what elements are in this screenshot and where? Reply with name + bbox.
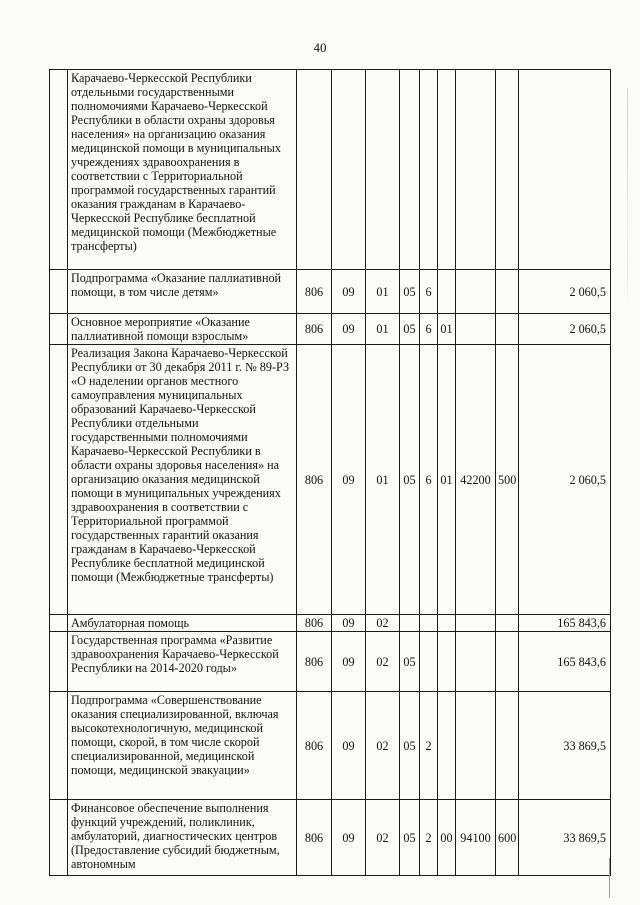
scan-artifact bbox=[609, 858, 610, 898]
program-code-cell: 05 bbox=[400, 314, 420, 345]
section-code-cell: 09 bbox=[332, 270, 366, 314]
row-indent-cell bbox=[50, 314, 68, 345]
name-cell: Карачаево-Черкесской Республики отдельными государственными полномочиями Карачаево-Черкесской Республики в области охраны здоровья населения» на организацию оказания медицинской помощи в муниципальных учреждениях здравоохранения в соответствии с Территориальной программой государственных гарантий оказания гражданам в Карачаево-Черкесской Республике бесплатной медицинской помощи (Межбюджетные трансферты) bbox=[68, 70, 297, 270]
ministry-code-cell: 806 bbox=[297, 800, 332, 876]
table-row bbox=[50, 270, 611, 314]
section-code-cell: 09 bbox=[332, 632, 366, 692]
section-code-cell: 09 bbox=[332, 800, 366, 876]
section-code-cell: 09 bbox=[332, 314, 366, 345]
amount-cell: 2 060,5 bbox=[519, 270, 611, 314]
section-code-cell: 09 bbox=[332, 692, 366, 800]
ministry-code-cell: 806 bbox=[297, 314, 332, 345]
table-row bbox=[50, 615, 611, 632]
program-code-cell bbox=[400, 70, 420, 270]
name-cell: Финансовое обеспечение выполнения функций учреждений, поликлиник, амбулаторий, диагностических центров (Предоставление субсидий бюджетным, автономным bbox=[68, 800, 297, 876]
expense-type-code-cell bbox=[496, 615, 519, 632]
subprogram-code-cell bbox=[420, 70, 438, 270]
ministry-code-cell bbox=[297, 70, 332, 270]
program-code-cell: 05 bbox=[400, 800, 420, 876]
direction-code-cell: 94100 bbox=[456, 800, 496, 876]
event-code-cell bbox=[438, 270, 456, 314]
direction-code-cell bbox=[456, 270, 496, 314]
event-code-cell bbox=[438, 70, 456, 270]
expense-type-code-cell bbox=[496, 692, 519, 800]
subsection-code-cell: 02 bbox=[366, 800, 400, 876]
expense-type-code-cell bbox=[496, 314, 519, 345]
table-row bbox=[50, 800, 611, 876]
ministry-code-cell: 806 bbox=[297, 270, 332, 314]
event-code-cell: 00 bbox=[438, 800, 456, 876]
subsection-code-cell bbox=[366, 70, 400, 270]
subprogram-code-cell: 6 bbox=[420, 270, 438, 314]
direction-code-cell bbox=[456, 314, 496, 345]
table-row bbox=[50, 70, 611, 270]
section-code-cell: 09 bbox=[332, 345, 366, 615]
row-indent-cell bbox=[50, 692, 68, 800]
row-indent-cell bbox=[50, 615, 68, 632]
row-indent-cell bbox=[50, 70, 68, 270]
name-cell: Реализация Закона Карачаево-Черкесской Республики от 30 декабря 2011 г. № 89-РЗ «О наделении органов местного самоуправления муниципальных образований Карачаево-Черкесской Республики отдельными государственными полномочиями Карачаево-Черкесской Республики в области охраны здоровья населения» на организацию оказания медицинской помощи в муниципальных учреждениях здравоохранения в соответствии с Территориальной программой государственных гарантий оказания гражданам в Карачаево-Черкесской Республике бесплатной медицинской помощи (Межбюджетные трансферты) bbox=[68, 345, 297, 615]
page-number: 40 bbox=[313, 40, 327, 55]
subsection-code-cell: 01 bbox=[366, 345, 400, 615]
program-code-cell bbox=[400, 615, 420, 632]
program-code-cell: 05 bbox=[400, 692, 420, 800]
ministry-code-cell: 806 bbox=[297, 615, 332, 632]
amount-cell: 2 060,5 bbox=[519, 314, 611, 345]
table-row bbox=[50, 314, 611, 345]
subprogram-code-cell: 6 bbox=[420, 314, 438, 345]
direction-code-cell: 42200 bbox=[456, 345, 496, 615]
subsection-code-cell: 01 bbox=[366, 270, 400, 314]
amount-cell: 165 843,6 bbox=[519, 615, 611, 632]
expense-type-code-cell bbox=[496, 270, 519, 314]
event-code-cell bbox=[438, 632, 456, 692]
name-cell: Основное мероприятие «Оказание паллиативной помощи взрослым» bbox=[68, 314, 297, 345]
direction-code-cell bbox=[456, 615, 496, 632]
direction-code-cell bbox=[456, 70, 496, 270]
expense-type-code-cell: 600 bbox=[496, 800, 519, 876]
amount-cell bbox=[519, 70, 611, 270]
name-cell: Подпрограмма «Совершенствование оказания специализированной, включая высокотехнологичную, медицинской помощи, скорой, в том числе скорой специализированной, медицинской помощи, медицинской эвакуации» bbox=[68, 692, 297, 800]
row-indent-cell bbox=[50, 800, 68, 876]
table-row bbox=[50, 345, 611, 615]
table-row bbox=[50, 632, 611, 692]
row-indent-cell bbox=[50, 270, 68, 314]
amount-cell: 33 869,5 bbox=[519, 692, 611, 800]
section-code-cell bbox=[332, 70, 366, 270]
name-cell: Подпрограмма «Оказание паллиативной помощи, в том числе детям» bbox=[68, 270, 297, 314]
event-code-cell: 01 bbox=[438, 314, 456, 345]
amount-cell: 165 843,6 bbox=[519, 632, 611, 692]
amount-cell: 33 869,5 bbox=[519, 800, 611, 876]
subsection-code-cell: 01 bbox=[366, 314, 400, 345]
section-code-cell: 09 bbox=[332, 615, 366, 632]
ministry-code-cell: 806 bbox=[297, 345, 332, 615]
subsection-code-cell: 02 bbox=[366, 632, 400, 692]
program-code-cell: 05 bbox=[400, 345, 420, 615]
amount-cell: 2 060,5 bbox=[519, 345, 611, 615]
expense-type-code-cell: 500 bbox=[496, 345, 519, 615]
subsection-code-cell: 02 bbox=[366, 615, 400, 632]
subprogram-code-cell: 2 bbox=[420, 692, 438, 800]
event-code-cell bbox=[438, 615, 456, 632]
row-indent-cell bbox=[50, 345, 68, 615]
subprogram-code-cell: 6 bbox=[420, 345, 438, 615]
expense-type-code-cell bbox=[496, 70, 519, 270]
subprogram-code-cell bbox=[420, 632, 438, 692]
program-code-cell: 05 bbox=[400, 270, 420, 314]
table-row bbox=[50, 692, 611, 800]
ministry-code-cell: 806 bbox=[297, 632, 332, 692]
expense-type-code-cell bbox=[496, 632, 519, 692]
budget-table bbox=[49, 69, 611, 876]
name-cell: Государственная программа «Развитие здравоохранения Карачаево-Черкесской Республики на 2014-2020 годы» bbox=[68, 632, 297, 692]
event-code-cell bbox=[438, 692, 456, 800]
scan-artifact bbox=[627, 88, 628, 298]
row-indent-cell bbox=[50, 632, 68, 692]
name-cell: Амбулаторная помощь bbox=[68, 615, 297, 632]
subprogram-code-cell bbox=[420, 615, 438, 632]
subprogram-code-cell: 2 bbox=[420, 800, 438, 876]
subsection-code-cell: 02 bbox=[366, 692, 400, 800]
ministry-code-cell: 806 bbox=[297, 692, 332, 800]
program-code-cell: 05 bbox=[400, 632, 420, 692]
event-code-cell: 01 bbox=[438, 345, 456, 615]
direction-code-cell bbox=[456, 632, 496, 692]
direction-code-cell bbox=[456, 692, 496, 800]
